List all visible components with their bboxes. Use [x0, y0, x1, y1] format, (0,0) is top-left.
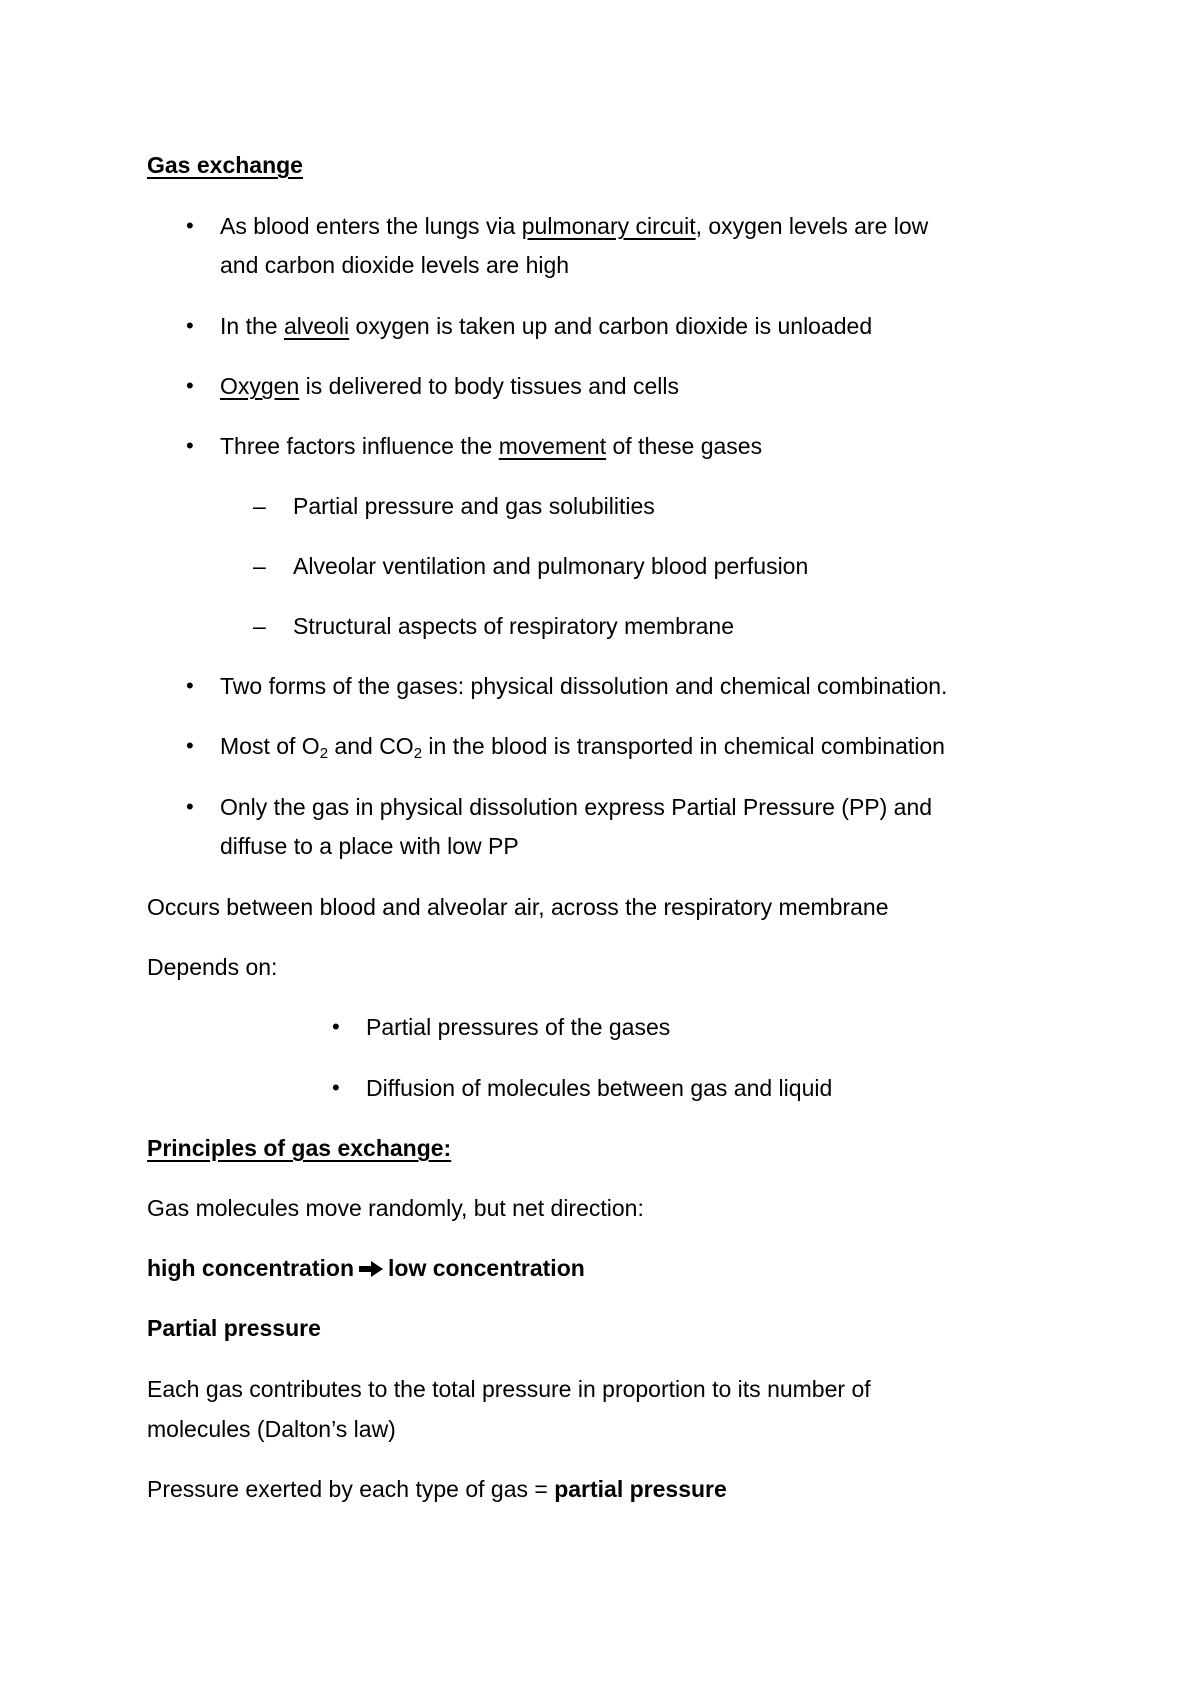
bullet-only-gas: Only the gas in physical dissolution express Partial Pressure (PP) and: [220, 794, 933, 820]
bullet-pulmonary-circuit-cont: and carbon dioxide levels are high: [220, 252, 570, 278]
depends-label: Depends on:: [147, 954, 278, 980]
bullet-pulmonary-circuit: As blood enters the lungs via pulmonary circuit, oxygen levels are low: [220, 213, 929, 239]
principles-heading: Principles of gas exchange:: [147, 1135, 452, 1161]
bullet-icon: •: [186, 433, 194, 458]
bullet-icon: •: [332, 1075, 340, 1100]
bullet-icon: •: [186, 794, 194, 819]
pulmonary-circuit-term: pulmonary circuit: [521, 213, 696, 239]
dash-icon: –: [253, 493, 266, 519]
dash-icon: –: [253, 613, 266, 639]
dash-icon: –: [253, 553, 266, 579]
bullet-icon: •: [186, 673, 194, 698]
alveoli-term: alveoli: [283, 313, 350, 339]
pressure-definition: Pressure exerted by each type of gas = partial pressure: [147, 1476, 727, 1502]
page-title: Gas exchange: [147, 152, 303, 178]
dalton-text: Each gas contributes to the total pressure in proportion to its number of: [147, 1376, 871, 1402]
bullet-two-forms: Two forms of the gases: physical dissolution and chemical combination.: [220, 673, 948, 699]
sub-item: Structural aspects of respiratory membrane: [293, 613, 735, 639]
oxygen-term: Oxygen: [220, 373, 300, 399]
bullet-oxygen: Oxygen is delivered to body tissues and cells: [220, 373, 679, 399]
depends-item: Partial pressures of the gases: [366, 1014, 671, 1040]
right-arrow-icon: [358, 1259, 384, 1279]
sub-item: Alveolar ventilation and pulmonary blood perfusion: [293, 553, 809, 579]
bullet-icon: •: [186, 213, 194, 238]
gas-molecules-text: Gas molecules move randomly, but net direction:: [147, 1195, 644, 1221]
dalton-text-cont: molecules (Dalton’s law): [147, 1416, 396, 1442]
bullet-alveoli: In the alveoli oxygen is taken up and carbon dioxide is unloaded: [220, 313, 873, 339]
bullet-icon: •: [186, 313, 194, 338]
bullet-only-gas-cont: diffuse to a place with low PP: [220, 833, 519, 859]
bullet-icon: •: [332, 1014, 340, 1039]
partial-pressure-heading: Partial pressure: [147, 1315, 321, 1341]
concentration-flow: high concentration low concentration: [147, 1255, 585, 1281]
occurs-text: Occurs between blood and alveolar air, across the respiratory membrane: [147, 894, 889, 920]
bullet-most-o2-co2: Most of $O_2$ and $CO_2$ in the blood is transported in chemical combination: [220, 733, 945, 762]
depends-item: Diffusion of molecules between gas and liquid: [366, 1075, 833, 1101]
bullet-three-factors: Three factors influence the movement of these gases: [220, 433, 763, 459]
movement-term: movement: [498, 433, 607, 459]
bullet-icon: •: [186, 733, 194, 758]
bullet-icon: •: [186, 373, 194, 398]
sub-item: Partial pressure and gas solubilities: [293, 493, 655, 519]
